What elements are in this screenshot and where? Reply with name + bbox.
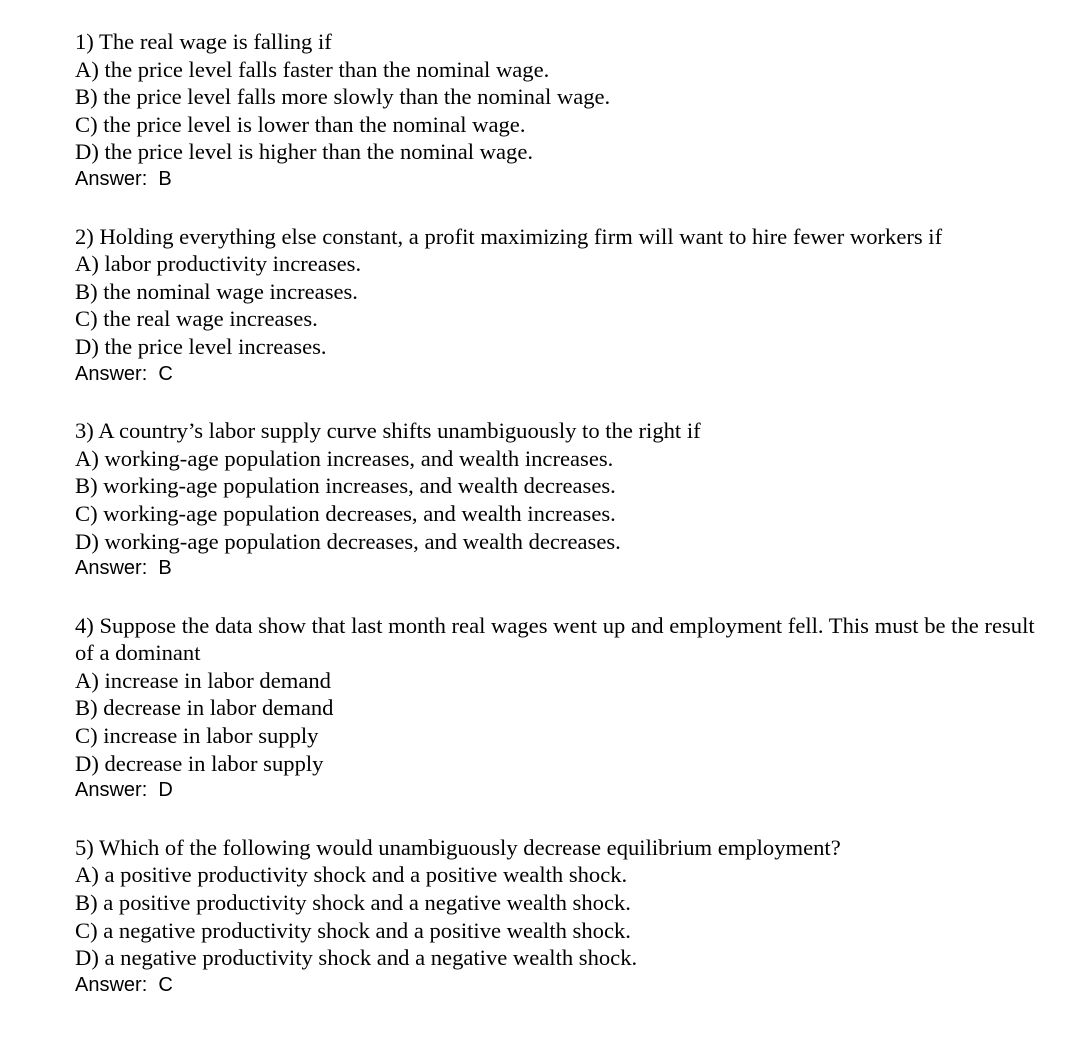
option-a: A) a positive productivity shock and a positive wealth shock. <box>75 862 628 888</box>
document-body <box>75 28 1035 1028</box>
option-c: C) a negative productivity shock and a positive wealth shock. <box>75 917 631 943</box>
option-d: D) working-age population decreases, and wealth decreases. <box>75 528 621 554</box>
answer-line: Answer: D <box>75 779 173 802</box>
option-d: D) a negative productivity shock and a negative wealth shock. <box>75 945 638 971</box>
answer-line: Answer: C <box>75 973 173 996</box>
question-2 <box>75 223 1035 389</box>
option-c: C) the price level is lower than the nominal wage. <box>75 111 526 137</box>
option-d: D) the price level increases. <box>75 333 327 359</box>
option-a: A) increase in labor demand <box>75 667 331 693</box>
question-stem: 4) Suppose the data show that last month real wages went up and employment fell. This must be the result of a dominant <box>75 612 1035 666</box>
question-5 <box>75 834 1035 1000</box>
answer-line: Answer: C <box>75 362 173 385</box>
option-a: A) labor productivity increases. <box>75 251 362 277</box>
option-b: B) a positive productivity shock and a negative wealth shock. <box>75 890 631 916</box>
option-b: B) decrease in labor demand <box>75 695 334 721</box>
option-c: C) working-age population decreases, and wealth increases. <box>75 500 616 526</box>
question-stem: 5) Which of the following would unambiguously decrease equilibrium employment? <box>75 834 841 860</box>
option-d: D) the price level is higher than the nominal wage. <box>75 139 533 165</box>
option-c: C) the real wage increases. <box>75 306 318 332</box>
question-stem: 2) Holding everything else constant, a profit maximizing firm will want to hire fewer workers if <box>75 223 943 249</box>
option-b: B) the nominal wage increases. <box>75 278 358 304</box>
question-stem: 1) The real wage is falling if <box>75 29 332 54</box>
question-4 <box>75 612 1035 805</box>
option-b: B) working-age population increases, and wealth decreases. <box>75 473 616 499</box>
option-a: A) working-age population increases, and wealth increases. <box>75 445 614 471</box>
option-a: A) the price level falls faster than the nominal wage. <box>75 56 550 82</box>
option-d: D) decrease in labor supply <box>75 750 324 776</box>
question-stem: 3) A country’s labor supply curve shifts unambiguously to the right if <box>75 418 701 444</box>
answer-line: Answer: B <box>75 167 172 190</box>
answer-line: Answer: B <box>75 557 172 580</box>
option-c: C) increase in labor supply <box>75 723 319 749</box>
question-3 <box>75 417 1035 583</box>
question-1 <box>75 28 1035 194</box>
option-b: B) the price level falls more slowly than the nominal wage. <box>75 84 611 110</box>
